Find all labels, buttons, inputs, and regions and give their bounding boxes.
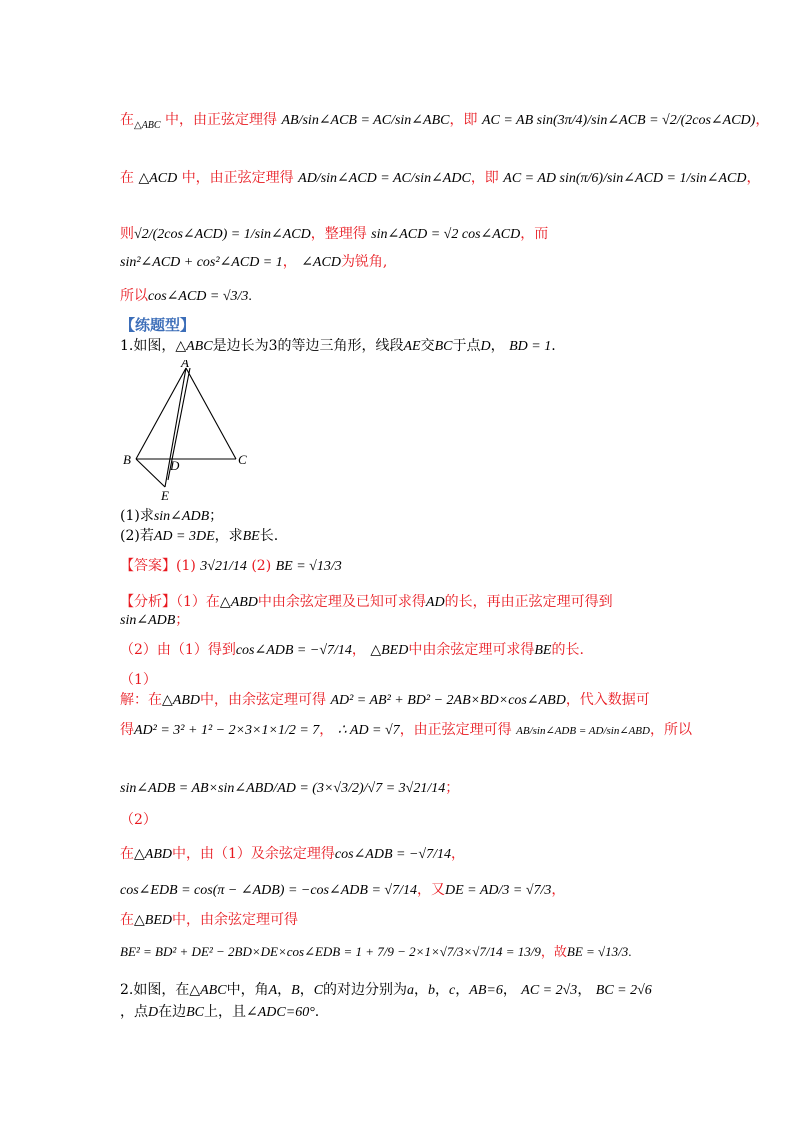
- math-expression: cos∠ACD = √3/3: [148, 289, 249, 304]
- edge-ac: [186, 368, 236, 459]
- label-d: D: [170, 458, 180, 473]
- analysis-line-1b: sin∠ADB；: [120, 612, 190, 628]
- math-expression: sin²∠ACD + cos²∠ACD = 1: [120, 255, 283, 270]
- math-expression: sin∠ADB = AB×sin∠ABD/AD = (3×√3/2)/√7 = 3√21/14: [120, 781, 446, 796]
- math-expression: cos∠ADB = −√7/14: [334, 847, 451, 862]
- solution-part-2-head: （2）: [120, 812, 157, 828]
- solution-1-line-1: 解：在△ABD中，由余弦定理可得 AD² = AB² + BD² − 2AB×BD×cos∠ABD，代入数据可: [120, 692, 650, 708]
- solution-2-line-4: BE² = BD² + DE² − 2BD×DE×cos∠EDB = 1 + 7/9 − 2×1×√7/3×√7/14 = 13/9，故BE = √13/3.: [120, 944, 632, 960]
- solution-2-line-3: 在△BED中，由余弦定理可得: [120, 912, 298, 928]
- math-expression: cos∠EDB = cos(π − ∠ADB) = −cos∠ADB = √7/14: [120, 883, 417, 898]
- prev-solution-line-1: 在$_{\triangle ABC}$ 中，由正弦定理得 AB/sin∠ACB = AC/sin∠ABC，即 AC = AB sin(3π/4)/sin∠ACB = √2/(2cos∠ACD)，: [120, 112, 770, 131]
- analysis-line-2: （2）由（1）得到cos∠ADB = −√7/14， △BED中由余弦定理可求得BE的长.: [120, 642, 584, 658]
- problem-2-line-2: ，点D在边BC上，且∠ADC=60°.: [120, 1004, 320, 1020]
- problem-1-question-2: (2)若AD = 3DE，求BE长.: [120, 528, 279, 544]
- label-e: E: [161, 488, 169, 503]
- segment-be: [136, 459, 165, 487]
- label-a: A: [181, 360, 189, 370]
- problem-1-question-1: (1)求sin∠ADB；: [120, 508, 224, 524]
- math-expression: AD² = AB² + BD² − 2AB×BD×cos∠ABD: [330, 693, 566, 708]
- math-expression: BE = √13/3: [566, 944, 629, 959]
- solution-2-line-2: cos∠EDB = cos(π − ∠ADB) = −cos∠ADB = √7/14，又DE = AD/3 = √7/3，: [120, 882, 566, 898]
- math-expression: cos∠ADB = −√7/14: [235, 643, 352, 658]
- prev-solution-line-5: 所以cos∠ACD = √3/3.: [120, 288, 252, 304]
- solution-1-line-2: 得AD² = 3² + 1² − 2×3×1×1/2 = 7， ∴ AD = √7，由正弦定理可得 AB/sin∠ADB = AD/sin∠ABD，所以: [120, 722, 692, 738]
- prev-solution-line-2: 在 △ACD 中，由正弦定理得 AD/sin∠ACD = AC/sin∠ADC，即 AC = AD sin(π/6)/sin∠ACD = 1/sin∠ACD，: [120, 170, 761, 186]
- section-title: 【练题型】: [120, 316, 196, 334]
- triangle-figure: [118, 360, 258, 505]
- problem-1-stem: 1.如图，△ABC是边长为3的等边三角形，线段AE交BC于点D， BD = 1.: [120, 338, 556, 354]
- math-tri: △ABC: [134, 119, 161, 131]
- prev-solution-line-4: sin²∠ACD + cos²∠ACD = 1， ∠ACD为锐角,: [120, 254, 388, 270]
- math-expression: AC = AD sin(π/6)/sin∠ACD = 1/sin∠ACD: [503, 171, 747, 186]
- math-expression: AD/sin∠ACD = AC/sin∠ADC: [298, 171, 471, 186]
- math-expression: DE = AD/3 = √7/3: [444, 883, 552, 898]
- math-expression: AB/sin∠ACB = AC/sin∠ABC: [281, 113, 450, 128]
- math-expression: AC = AB sin(3π/4)/sin∠ACB = √2/(2cos∠ACD): [481, 113, 756, 128]
- answer-label: 【答案】: [120, 558, 176, 574]
- answer-line: 【答案】(1) 3√21/14 (2) BE = √13/3: [120, 558, 342, 574]
- analysis-label: 【分析】: [120, 594, 176, 610]
- label-c: C: [238, 452, 247, 467]
- answer-value-1: 3√21/14: [200, 559, 247, 574]
- answer-value-2: BE = √13/3: [275, 559, 342, 574]
- math-expression: sin∠ACD = √2 cos∠ACD: [371, 227, 521, 242]
- solution-2-line-1: 在△ABD中，由（1）及余弦定理得cos∠ADB = −√7/14，: [120, 846, 465, 862]
- label-b: B: [123, 452, 131, 467]
- math-expression: AB/sin∠ADB = AD/sin∠ABD: [516, 725, 650, 737]
- analysis-line-1: 【分析】（1）在△ABD中由余弦定理及已知可求得AD的长，再由正弦定理可得到: [120, 594, 613, 610]
- math-expression: BE² = BD² + DE² − 2BD×DE×cos∠EDB = 1 + 7/9 − 2×1×√7/3×√7/14 = 13/9: [120, 944, 541, 959]
- problem-2-line-1: 2.如图，在△ABC中，角A，B，C的对边分别为a，b，c，AB=6， AC = 2√3， BC = 2√6: [120, 982, 652, 998]
- prev-solution-line-3: 则√2/(2cos∠ACD) = 1/sin∠ACD，整理得 sin∠ACD = √2 cos∠ACD，而: [120, 226, 549, 242]
- math-expression: AD² = 3² + 1² − 2×3×1×1/2 = 7: [134, 723, 320, 738]
- solution-part-1-head: （1）: [120, 672, 157, 688]
- math-expression: √2/(2cos∠ACD) = 1/sin∠ACD: [134, 227, 311, 242]
- solution-1-line-3: sin∠ADB = AB×sin∠ABD/AD = (3×√3/2)/√7 = 3√21/14；: [120, 780, 460, 796]
